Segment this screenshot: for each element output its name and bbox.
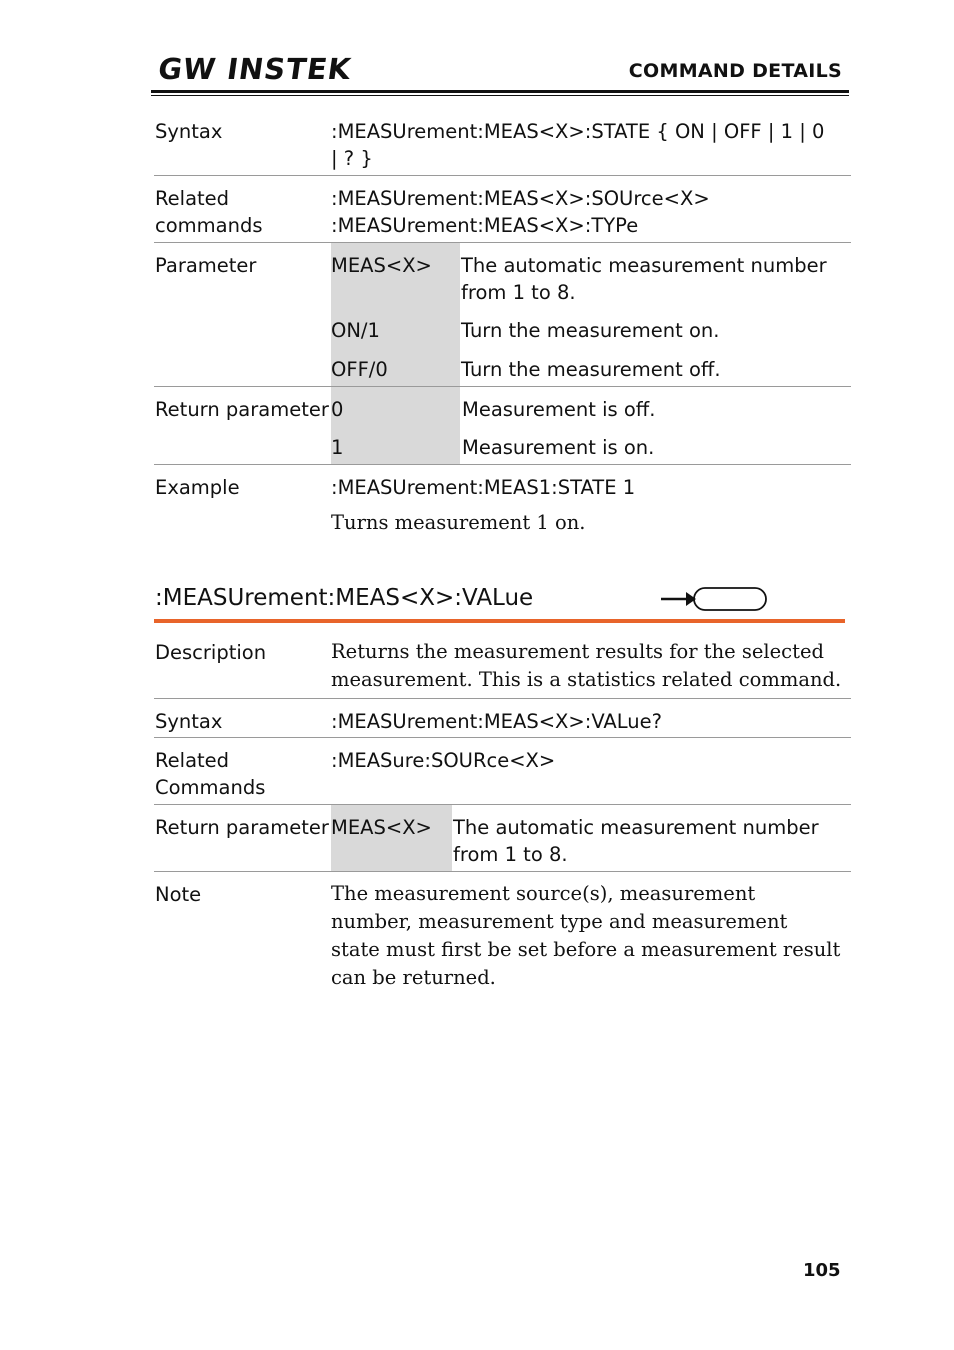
related-command-2: :MEASUrement:MEAS<X>:TYPe (331, 214, 639, 237)
example-command: :MEASUrement:MEAS1:STATE 1 (331, 476, 636, 499)
row-divider (154, 698, 851, 699)
description-text-line2: measurement. This is a statistics related command. (331, 668, 842, 691)
related-label-line2: commands (155, 214, 263, 237)
command-title: :MEASUrement:MEAS<X>:VALue (155, 585, 534, 611)
gw-instek-logo: GW INSTEK (156, 52, 354, 86)
related-label-line2: Commands (155, 776, 266, 799)
note-text-line1: The measurement source(s), measurement (331, 882, 756, 905)
syntax-label: Syntax (155, 120, 223, 143)
row-divider (154, 386, 851, 387)
description-text-line1: Returns the measurement results for the selected (331, 640, 824, 663)
return-desc-line2: from 1 to 8. (453, 843, 568, 866)
return-name-column (331, 387, 460, 464)
row-divider (154, 737, 851, 738)
parameter-desc: Turn the measurement off. (461, 358, 721, 381)
return-desc: Measurement is on. (462, 436, 655, 459)
return-value: 1 (331, 436, 344, 459)
return-label: Return parameter (155, 816, 329, 839)
return-value: 0 (331, 398, 344, 421)
example-label: Example (155, 476, 240, 499)
section-title: COMMAND DETAILS (628, 60, 842, 82)
description-label: Description (155, 641, 267, 664)
row-divider (154, 242, 851, 243)
related-command-1: :MEASUrement:MEAS<X>:SOUrce<X> (331, 187, 710, 210)
parameter-desc-line2: from 1 to 8. (461, 281, 576, 304)
query-arrow-icon (660, 586, 768, 612)
parameter-desc: Turn the measurement on. (461, 319, 720, 342)
command-title-rule (154, 619, 845, 623)
parameter-name: ON/1 (331, 319, 380, 342)
return-value: MEAS<X> (331, 816, 432, 839)
row-divider (154, 464, 851, 465)
note-text-line2: number, measurement type and measurement (331, 910, 788, 933)
parameter-name: MEAS<X> (331, 254, 432, 277)
note-text-line4: can be returned. (331, 966, 496, 989)
example-description: Turns measurement 1 on. (331, 511, 586, 534)
row-divider (154, 871, 851, 872)
parameter-name: OFF/0 (331, 358, 388, 381)
note-text-line3: state must first be set before a measurement result (331, 938, 841, 961)
row-divider (154, 175, 851, 176)
parameter-desc: The automatic measurement number (461, 254, 827, 277)
related-label: Related (155, 749, 230, 772)
return-label: Return parameter (155, 398, 329, 421)
related-command: :MEASure:SOURce<X> (331, 749, 556, 772)
return-desc: Measurement is off. (462, 398, 656, 421)
row-divider (154, 804, 851, 805)
parameter-label: Parameter (155, 254, 257, 277)
header-rule (151, 90, 849, 93)
note-label: Note (155, 883, 202, 906)
syntax-text: :MEASUrement:MEAS<X>:VALue? (331, 710, 662, 733)
page-number: 105 (803, 1260, 841, 1281)
related-label: Related (155, 187, 230, 210)
header-rule-thin (151, 95, 849, 96)
syntax-text-line2: | ? } (331, 147, 373, 170)
syntax-label: Syntax (155, 710, 223, 733)
return-desc: The automatic measurement number (453, 816, 819, 839)
syntax-text-line1: :MEASUrement:MEAS<X>:STATE { ON | OFF | 1 | 0 (331, 120, 825, 143)
